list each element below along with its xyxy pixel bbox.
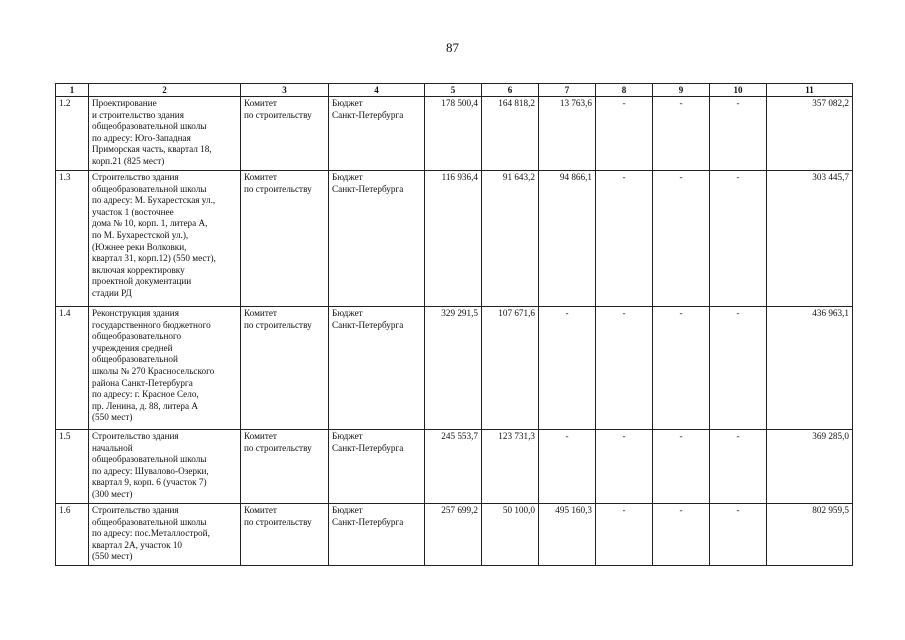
column-header-5: 5: [425, 84, 482, 97]
funding-source-cell-line: Санкт-Петербурга: [332, 516, 404, 527]
executor-cell: [241, 504, 329, 566]
description-cell-line: Проектирование: [92, 98, 157, 108]
row-number-cell: 1.2: [56, 97, 89, 171]
description-cell-line: и строительство здания: [92, 109, 184, 120]
funding-source-cell: [329, 97, 425, 171]
row-number-cell: 1.4: [56, 307, 89, 430]
description-cell-line: общеобразовательного: [92, 331, 182, 342]
amount-cell-6: 164 818,2: [482, 97, 539, 171]
description-cell-line: дома № 10, корп. 1, литера А,: [92, 218, 208, 229]
description-cell-line: по адресу: г. Красное Село,: [92, 389, 199, 400]
description-cell: [89, 504, 241, 566]
total-cell: 436 963,1: [767, 307, 853, 430]
table-row: [56, 504, 853, 566]
column-header-1: 1: [56, 84, 89, 97]
amount-cell-9: -: [653, 504, 710, 566]
amount-cell-7: 13 763,6: [539, 97, 596, 171]
amount-cell-5: 245 553,7: [425, 430, 482, 504]
column-header-9: 9: [653, 84, 710, 97]
row-number-cell: 1.6: [56, 504, 89, 566]
total-cell: 303 445,7: [767, 171, 853, 307]
amount-cell-8: -: [596, 97, 653, 171]
table-header: [56, 84, 853, 97]
funding-source-cell-line: Санкт-Петербурга: [332, 319, 404, 330]
executor-cell-line: по строительству: [244, 319, 312, 330]
executor-cell: [241, 171, 329, 307]
description-cell-line: общеобразовательной: [92, 354, 178, 365]
executor-cell: [241, 430, 329, 504]
description-cell-line: Строительство здания: [92, 431, 179, 441]
description-cell-line: Приморская часть, квартал 18,: [92, 144, 212, 155]
amount-cell-5: 116 936,4: [425, 171, 482, 307]
amount-cell-8: -: [596, 171, 653, 307]
header-row: [56, 84, 853, 97]
description-cell: [89, 430, 241, 504]
budget-table: [55, 83, 853, 566]
description-cell: [89, 307, 241, 430]
amount-cell-10: -: [710, 171, 767, 307]
description-cell-line: по адресу: М. Бухарестская ул.,: [92, 195, 216, 206]
funding-source-cell: [329, 171, 425, 307]
amount-cell-10: -: [710, 97, 767, 171]
description-cell-line: по М. Бухарестской ул.),: [92, 229, 189, 240]
funding-source-cell-line: Санкт-Петербурга: [332, 183, 404, 194]
amount-cell-7: -: [539, 430, 596, 504]
amount-cell-6: 107 671,6: [482, 307, 539, 430]
executor-cell-line: по строительству: [244, 109, 312, 120]
funding-source-cell-line: Санкт-Петербурга: [332, 109, 404, 120]
funding-source-cell-line: Бюджет: [332, 505, 363, 515]
amount-cell-5: 329 291,5: [425, 307, 482, 430]
description-cell-line: по адресу: Шувалово-Озерки,: [92, 465, 209, 476]
description-cell-line: начальной: [92, 442, 133, 453]
executor-cell-line: Комитет: [244, 172, 277, 182]
funding-source-cell: [329, 307, 425, 430]
description-cell-line: (Южнее реки Волковки,: [92, 241, 187, 252]
amount-cell-6: 50 100,0: [482, 504, 539, 566]
amount-cell-9: -: [653, 171, 710, 307]
description-cell-line: стадии РД: [92, 287, 132, 298]
amount-cell-8: -: [596, 307, 653, 430]
amount-cell-10: -: [710, 504, 767, 566]
description-cell-line: Строительство здания: [92, 172, 179, 182]
description-cell-line: проектной документации: [92, 276, 192, 287]
description-cell-line: школы № 270 Красносельского: [92, 365, 215, 376]
column-header-3: 3: [241, 84, 329, 97]
executor-cell-line: Комитет: [244, 98, 277, 108]
amount-cell-8: -: [596, 504, 653, 566]
funding-source-cell-line: Бюджет: [332, 308, 363, 318]
funding-source-cell-line: Бюджет: [332, 431, 363, 441]
column-header-10: 10: [710, 84, 767, 97]
description-cell-line: по адресу: Юго-Западная: [92, 132, 191, 143]
total-cell: 802 959,5: [767, 504, 853, 566]
amount-cell-7: 94 866,1: [539, 171, 596, 307]
description-cell: [89, 171, 241, 307]
page-number: 87: [446, 40, 459, 55]
amount-cell-6: 91 643,2: [482, 171, 539, 307]
description-cell-line: квартал 9, корп. 6 (участок 7): [92, 477, 207, 488]
amount-cell-9: -: [653, 307, 710, 430]
executor-cell-line: по строительству: [244, 183, 312, 194]
description-cell-line: квартал 2А, участок 10: [92, 539, 183, 550]
description-cell-line: по адресу: пос.Металлострой,: [92, 528, 210, 539]
description-cell-line: Реконструкция здания: [92, 308, 179, 318]
amount-cell-8: -: [596, 430, 653, 504]
description-cell-line: пр. Ленина, д. 88, литера А: [92, 400, 199, 411]
amount-cell-7: 495 160,3: [539, 504, 596, 566]
funding-source-cell-line: Санкт-Петербурга: [332, 442, 404, 453]
executor-cell: [241, 97, 329, 171]
executor-cell-line: Комитет: [244, 431, 277, 441]
executor-cell: [241, 307, 329, 430]
table-row: [56, 430, 853, 504]
funding-source-cell: [329, 430, 425, 504]
funding-source-cell: [329, 504, 425, 566]
description-cell-line: участок 1 (восточнее: [92, 206, 174, 217]
amount-cell-5: 257 699,2: [425, 504, 482, 566]
table-row: [56, 171, 853, 307]
column-header-6: 6: [482, 84, 539, 97]
description-cell-line: включая корректировку: [92, 264, 185, 275]
description-cell-line: корп.21 (825 мест): [92, 155, 165, 166]
row-number-cell: 1.5: [56, 430, 89, 504]
description-cell: [89, 97, 241, 171]
description-cell-line: района Санкт-Петербурга: [92, 377, 193, 388]
total-cell: 357 082,2: [767, 97, 853, 171]
column-header-11: 11: [767, 84, 853, 97]
amount-cell-10: -: [710, 430, 767, 504]
description-cell-line: (550 мест): [92, 551, 133, 562]
amount-cell-10: -: [710, 307, 767, 430]
table-row: [56, 97, 853, 171]
funding-source-cell-line: Бюджет: [332, 98, 363, 108]
table-row: [56, 307, 853, 430]
column-header-8: 8: [596, 84, 653, 97]
amount-cell-5: 178 500,4: [425, 97, 482, 171]
description-cell-line: (550 мест): [92, 412, 133, 423]
description-cell-line: Строительство здания: [92, 505, 179, 515]
description-cell-line: общеобразовательной школы: [92, 183, 207, 194]
amount-cell-7: -: [539, 307, 596, 430]
amount-cell-9: -: [653, 430, 710, 504]
description-cell-line: общеобразовательной школы: [92, 121, 207, 132]
amount-cell-6: 123 731,3: [482, 430, 539, 504]
executor-cell-line: по строительству: [244, 442, 312, 453]
funding-source-cell-line: Бюджет: [332, 172, 363, 182]
column-header-2: 2: [89, 84, 241, 97]
table-body: [56, 97, 853, 566]
column-header-7: 7: [539, 84, 596, 97]
executor-cell-line: по строительству: [244, 516, 312, 527]
description-cell-line: общеобразовательной школы: [92, 516, 207, 527]
executor-cell-line: Комитет: [244, 308, 277, 318]
description-cell-line: учреждения средней: [92, 342, 173, 353]
description-cell-line: квартал 31, корп.12) (550 мест),: [92, 253, 216, 264]
description-cell-line: государственного бюджетного: [92, 319, 211, 330]
description-cell-line: (300 мест): [92, 488, 133, 499]
amount-cell-9: -: [653, 97, 710, 171]
executor-cell-line: Комитет: [244, 505, 277, 515]
description-cell-line: общеобразовательной школы: [92, 454, 207, 465]
column-header-4: 4: [329, 84, 425, 97]
total-cell: 369 285,0: [767, 430, 853, 504]
row-number-cell: 1.3: [56, 171, 89, 307]
